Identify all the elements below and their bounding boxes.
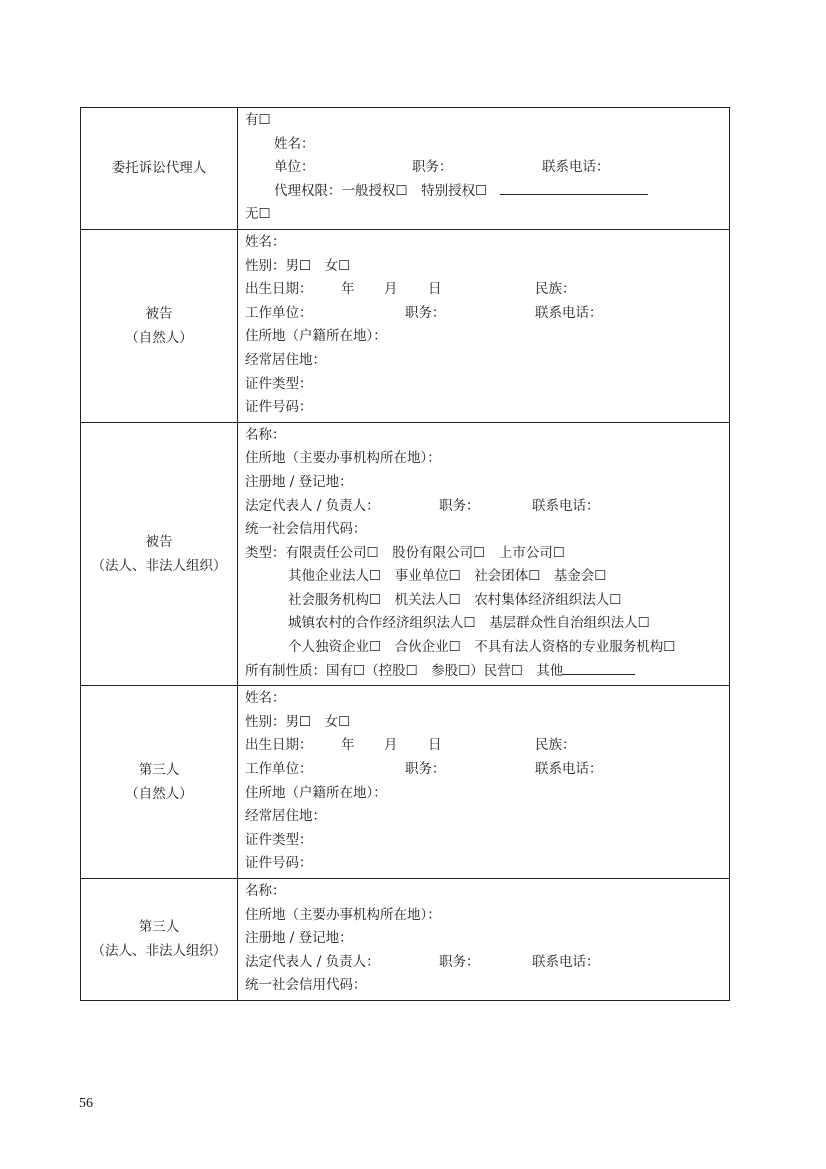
- field-org-name: 名称：: [245, 426, 286, 443]
- row-label-third-person: [81, 686, 238, 878]
- field-birth-line: [245, 734, 729, 758]
- form-table: [80, 107, 730, 1001]
- field-type-4[interactable]: 城镇农村的合作经济组织法人☐ 基层群众性自治组织法人☐: [288, 615, 650, 632]
- field-month: 月: [384, 281, 398, 298]
- field-birth: 出生日期：: [245, 281, 313, 298]
- field-type-3[interactable]: 社会服务机构☐ 机关法人☐ 农村集体经济组织法人☐: [288, 591, 622, 608]
- row-content-defendant-person: [238, 230, 729, 422]
- row-third-org: [81, 879, 729, 1001]
- label-subtext: （自然人）: [125, 329, 193, 346]
- field-rep-line: [245, 495, 729, 519]
- field-position: 职务：: [439, 497, 480, 514]
- field-name: 姓名：: [245, 233, 286, 250]
- field-month: 月: [384, 737, 398, 754]
- agent-position: 职务：: [412, 159, 453, 176]
- field-id-no: 证件号码：: [245, 399, 313, 416]
- row-label-defendant-org: [81, 423, 238, 686]
- field-residence: 住所地（户籍所在地）：: [245, 784, 387, 801]
- field-position: 职务：: [439, 953, 480, 970]
- row-content-third-person: [238, 686, 729, 878]
- row-agent: [81, 108, 729, 230]
- field-address: 住所地（主要办事机构所在地）：: [245, 906, 441, 923]
- field-position: 职务：: [405, 304, 446, 321]
- agent-unit-line: [245, 156, 729, 180]
- authority-underline: [500, 180, 648, 195]
- label-subtext: （法人、非法人组织）: [91, 943, 227, 960]
- field-birth: 出生日期：: [245, 737, 313, 754]
- row-label-agent: [81, 108, 238, 229]
- field-ownership-line: [245, 660, 729, 684]
- field-address: 住所地（主要办事机构所在地）：: [245, 450, 441, 467]
- row-content-third-org: [238, 879, 729, 1000]
- field-id-no: 证件号码：: [245, 855, 313, 872]
- row-label-third-org: [81, 879, 238, 1000]
- label-text: 第三人: [138, 919, 180, 936]
- row-content-defendant-org: [238, 423, 729, 686]
- field-id-type: 证件类型：: [245, 375, 313, 392]
- field-rep: 法定代表人 / 负责人：: [245, 953, 380, 970]
- field-phone: 联系电话：: [532, 953, 600, 970]
- field-residence: 住所地（户籍所在地）：: [245, 328, 387, 345]
- field-gender[interactable]: 性别：男☐ 女☐: [245, 713, 351, 730]
- field-habitual: 经常居住地：: [245, 351, 326, 368]
- ownership-underline: [563, 660, 635, 675]
- field-reg: 注册地 / 登记地：: [245, 473, 353, 490]
- field-phone: 联系电话：: [532, 497, 600, 514]
- field-position: 职务：: [405, 761, 446, 778]
- field-work-unit: 工作单位：: [245, 304, 313, 321]
- label-text: 被告: [145, 533, 173, 550]
- field-year: 年: [341, 737, 355, 754]
- field-type-2[interactable]: 其他企业法人☐ 事业单位☐ 社会团体☐ 基金会☐: [288, 568, 607, 585]
- field-birth-line: [245, 278, 729, 302]
- field-habitual: 经常居住地：: [245, 808, 326, 825]
- row-third-person: [81, 686, 729, 879]
- field-credit: 统一社会信用代码：: [245, 977, 367, 994]
- field-day: 日: [428, 281, 442, 298]
- agent-none[interactable]: 无☐: [245, 206, 271, 223]
- label-text: 委托诉讼代理人: [111, 160, 207, 177]
- agent-name: 姓名：: [274, 135, 315, 152]
- field-work-line: [245, 758, 729, 782]
- field-name: 姓名：: [245, 690, 286, 707]
- agent-authority[interactable]: 代理权限：一般授权☐ 特别授权☐: [274, 182, 488, 199]
- label-subtext: （法人、非法人组织）: [91, 557, 227, 574]
- agent-unit: 单位：: [274, 159, 315, 176]
- label-subtext: （自然人）: [125, 786, 193, 803]
- field-year: 年: [341, 281, 355, 298]
- field-id-type: 证件类型：: [245, 831, 313, 848]
- field-day: 日: [428, 737, 442, 754]
- row-defendant-org: [81, 423, 729, 687]
- row-content-agent: [238, 108, 729, 229]
- agent-phone: 联系电话：: [542, 159, 610, 176]
- row-defendant-person: [81, 230, 729, 423]
- field-reg: 注册地 / 登记地：: [245, 930, 353, 947]
- label-text: 被告: [145, 305, 173, 322]
- field-phone: 联系电话：: [535, 761, 603, 778]
- field-phone: 联系电话：: [535, 304, 603, 321]
- field-credit: 统一社会信用代码：: [245, 521, 367, 538]
- field-ownership[interactable]: 所有制性质：国有☐（控股☐ 参股☐）民营☐ 其他: [245, 662, 564, 679]
- field-gender[interactable]: 性别：男☐ 女☐: [245, 257, 351, 274]
- field-ethnic: 民族：: [535, 281, 576, 298]
- label-text: 第三人: [138, 762, 180, 779]
- agent-authority-line: [245, 180, 729, 204]
- field-work-unit: 工作单位：: [245, 761, 313, 778]
- field-type-1[interactable]: 类型：有限责任公司☐ 股份有限公司☐ 上市公司☐: [245, 544, 565, 561]
- field-org-name: 名称：: [245, 883, 286, 899]
- field-type-5[interactable]: 个人独资企业☐ 合伙企业☐ 不具有法人资格的专业服务机构☐: [288, 639, 676, 656]
- agent-has[interactable]: 有☐: [245, 112, 271, 128]
- field-ethnic: 民族：: [535, 737, 576, 754]
- field-work-line: [245, 302, 729, 326]
- row-label-defendant-person: [81, 230, 238, 422]
- page-number: 56: [79, 1096, 93, 1111]
- field-rep: 法定代表人 / 负责人：: [245, 497, 380, 514]
- field-rep-line: [245, 951, 729, 975]
